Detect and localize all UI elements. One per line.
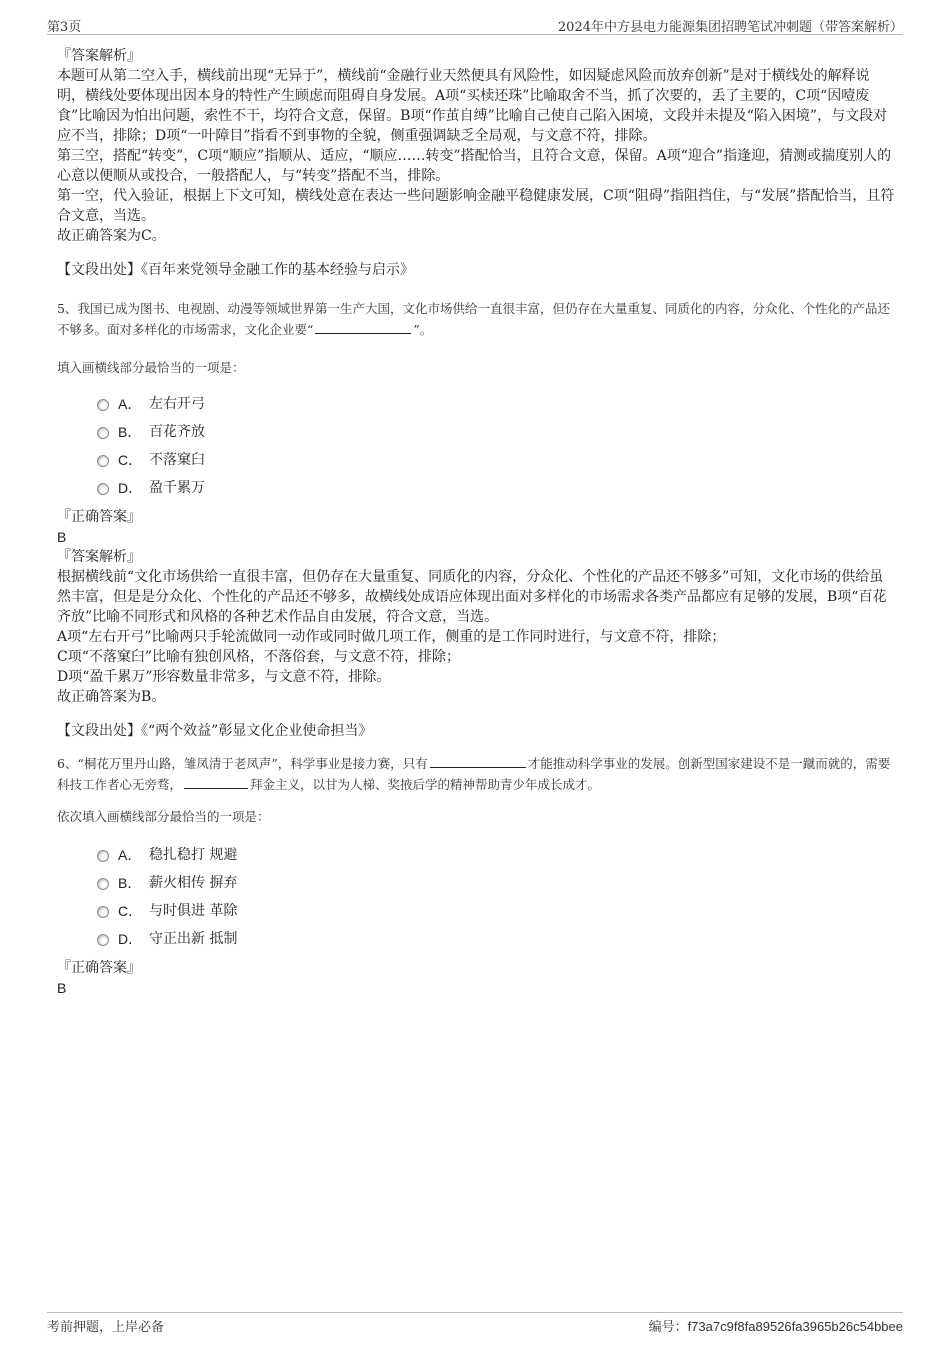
answer-blank [315,320,411,334]
analysis-conclusion: 故正确答案为B。 [57,689,166,705]
page-footer [47,1312,903,1333]
document-title: 2024年中方县电力能源集团招聘笔试冲刺题（带答案解析） [557,20,903,35]
option-b[interactable]: B． 百花齐放 [57,418,897,446]
radio-button-icon[interactable] [97,455,109,467]
correct-answer-label: 『正确答案』 [57,960,141,976]
page-header [47,14,903,35]
answer-blank [430,754,526,768]
question-6-stem: 6、“桐花万里丹山路，雏凤清于老凤声”，科学事业是接力赛，只有 才能推动科学事业的发展。创新型国家建设不是一蹴而就的，需要科技工作者心无旁骛， 拜金主义，以甘为人梯、奖掖后学的精神帮助青少年成长成才。 [57,756,891,792]
option-a[interactable]: A． 左右开弓 [57,390,897,418]
footer-slogan: 考前押题，上岸必备 [47,1320,165,1335]
page-number: 第3页 [47,20,82,35]
question-6-options [57,841,897,953]
option-d[interactable]: D． 盈千累万 [57,474,897,502]
option-c[interactable]: C． 与时俱进 革除 [57,897,897,925]
analysis-paragraph: D项“盈千累万”形容数量非常多，与文意不符，排除。 [57,669,391,685]
analysis-label: 『答案解析』 [57,48,141,64]
analysis-paragraph: 根据横线前“文化市场供给一直很丰富，但仍存在大量重复、同质化的内容，分众化、个性化的产品还不够多”可知，文化市场的供给虽然丰富，但是是分众化、个性化的产品还不够多，故横线处成语应体现出面对多样化的市场需求各类产品都应有足够的发展，B项“百花齐放”比喻不同形式和风格的各种艺术作品自由发展，符合文意，当选。 [57,569,887,625]
question-5-instruction: 填入画横线部分最恰当的一项是： [57,360,245,375]
analysis-paragraph: 第三空，搭配“转变”，C项“顺应”指顺从、适应，“顺应……转变”搭配恰当，且符合文意，保留。A项“迎合”指逢迎，猜测或揣度别人的心意以便顺从或投合，一般搭配人，与“转变”搭配不当，排除。 [57,148,892,184]
correct-answer-label: 『正确答案』 [57,509,141,525]
question-5-stem: 5、我国已成为图书、电视剧、动漫等领域世界第一生产大国，文化市场供给一直很丰富，但仍存在大量重复、同质化的内容，分众化、个性化的产品还不够多。面对多样化的市场需求，文化企业要“ ”。 [57,301,890,337]
radio-button-icon[interactable] [97,483,109,495]
radio-button-icon[interactable] [97,399,109,411]
option-c[interactable]: C． 不落窠臼 [57,446,897,474]
analysis-conclusion: 故正确答案为C。 [57,228,166,244]
radio-button-icon[interactable] [97,934,109,946]
analysis-paragraph: 第一空，代入验证，根据上下文可知，横线处意在表达一些问题影响金融平稳健康发展，C项“阻碍”指阻挡住，与“发展”搭配恰当，且符合文意，当选。 [57,188,895,224]
option-a[interactable]: A． 稳扎稳打 规避 [57,841,897,869]
option-b[interactable]: B． 薪火相传 摒弃 [57,869,897,897]
correct-answer: B [57,529,67,545]
radio-button-icon[interactable] [97,906,109,918]
analysis-paragraph: C项“不落窠臼”比喻有独创风格，不落俗套，与文意不符，排除； [57,649,461,665]
source-citation: 【文段出处】《“两个效益”彰显文化企业使命担当》 [57,723,373,739]
answer-blank [184,775,248,789]
radio-button-icon[interactable] [97,850,109,862]
question-6-instruction: 依次填入画横线部分最恰当的一项是： [57,809,270,824]
analysis-label: 『答案解析』 [57,549,141,565]
document-id: 编号：f73a7c9f8fa89526fa3965b26c54bbee [648,1319,903,1334]
analysis-paragraph: A项“左右开弓”比喻两只手轮流做同一动作或同时做几项工作，侧重的是工作同时进行，与文意不符，排除； [57,629,726,645]
analysis-paragraph: 本题可从第二空入手，横线前出现“无异于”，横线前“金融行业天然便具有风险性，如因疑虑风险而放弃创新”是对于横线处的解释说明，横线处要体现出因本身的特性产生顾虑而阻碍自身发展。A项“买椟还珠”比喻取舍不当，抓了次要的，丢了主要的，C项“因噎废食”比喻因为怕出问题，索性不干，均符合文意，保留。B项“作茧自缚”比喻自己使自己陷入困境，文段并未提及“陷入困境”，与文段对应不当，排除；D项“一叶障目”指看不到事物的全貌，侧重强调缺乏全局观，与文意不符，排除。 [57,68,888,144]
source-citation: 【文段出处】《百年来党领导金融工作的基本经验与启示》 [57,262,414,278]
correct-answer: B [57,980,67,996]
radio-button-icon[interactable] [97,427,109,439]
radio-button-icon[interactable] [97,878,109,890]
option-d[interactable]: D． 守正出新 抵制 [57,925,897,953]
page-content [57,46,897,998]
question-5-options [57,390,897,502]
